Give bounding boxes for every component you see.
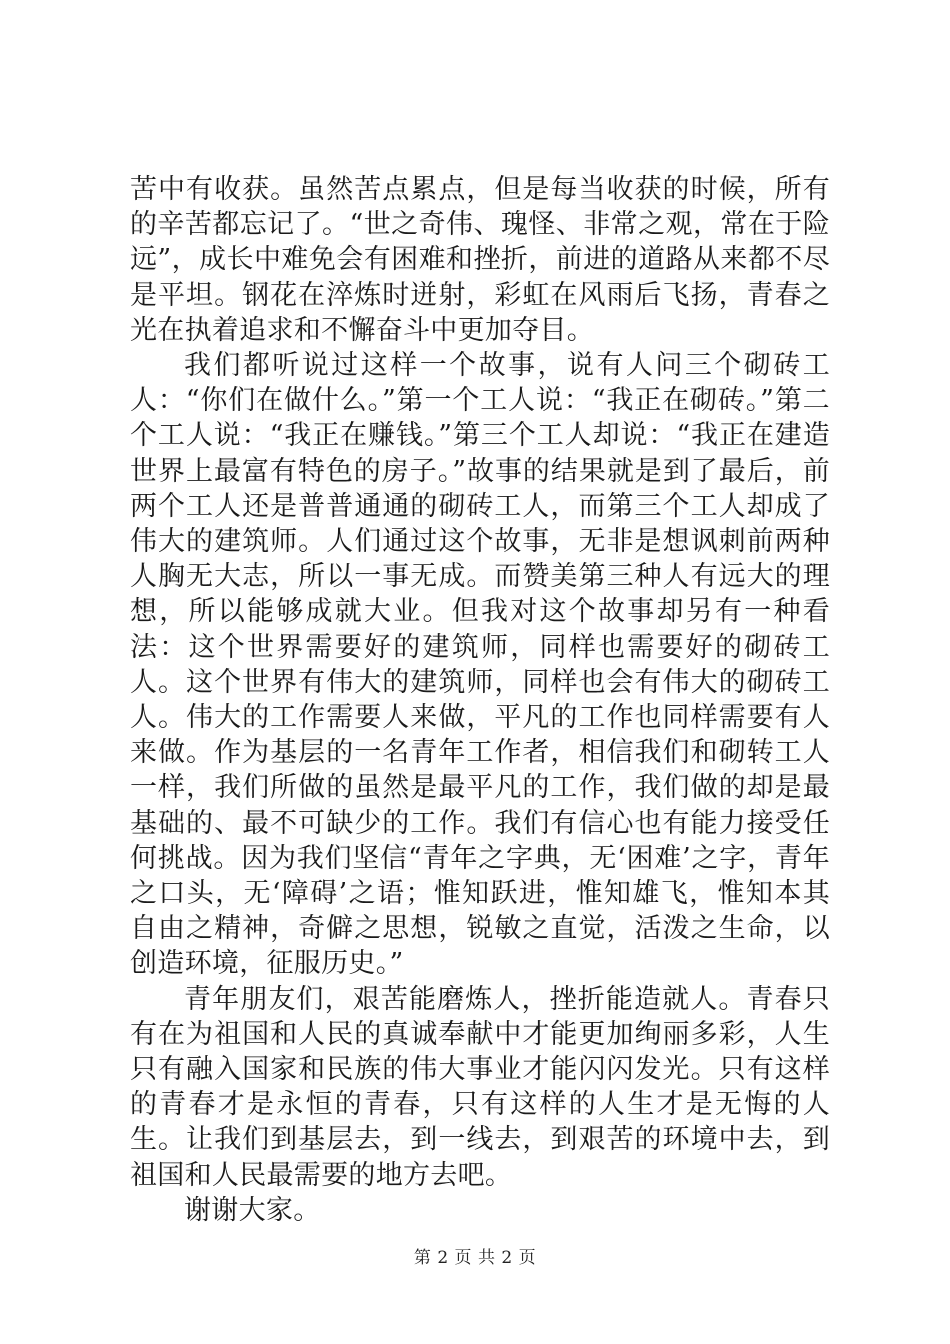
paragraph: 谢谢大家。 bbox=[184, 1194, 321, 1226]
page-footer: 第 2 页 共 2 页 bbox=[413, 1248, 537, 1268]
paragraph: 苦中有收获。虽然苦点累点，但是每当收获的时候，所有的辛苦都忘记了。“世之奇伟、瑰怪、非常之观，常在于险远”，成长中难免会有困难和挫折，前进的道路从来都不尽是平坦。钢花在淬炼时迸射，彩虹在风雨后飞扬，青春之光在执着追求和不懈奋斗中更加夺目。 bbox=[130, 174, 830, 346]
document-body bbox=[130, 172, 830, 1228]
paragraph: 我们都听说过这样一个故事，说有人问三个砌砖工人：“你们在做什么。”第一个工人说：“我正在砌砖。”第二个工人说：“我正在赚钱。”第三个工人却说：“我正在建造世界上最富有特色的房子。”故事的结果就是到了最后，前两个工人还是普普通通的砌砖工人，而第三个工人却成了伟大的建筑师。人们通过这个故事，无非是想讽刺前两种人胸无大志，所以一事无成。而赞美第三种人有远大的理想，所以能够成就大业。但我对这个故事却另有一种看法：这个世界需要好的建筑师，同样也需要好的砌砖工人。这个世界有伟大的建筑师，同样也会有伟大的砌砖工人。伟大的工作需要人来做，平凡的工作也同样需要有人来做。作为基层的一名青年工作者，相信我们和砌转工人一样，我们所做的虽然是最平凡的工作，我们做的却是最基础的、最不可缺少的工作。我们有信心也有能力接受任何挑战。因为我们坚信“青年之字典，无‘困难’之字，青年之口头，无‘障碍’之语；惟知跃进，惟知雄飞，惟知本其自由之精神，奇僻之思想，锐敏之直觉，活泼之生命，以创造环境，征服历史。” bbox=[130, 350, 830, 980]
paragraph: 青年朋友们，艰苦能磨炼人，挫折能造就人。青春只有在为祖国和人民的真诚奉献中才能更加绚丽多彩，人生只有融入国家和民族的伟大事业才能闪闪发光。只有这样的青春才是永恒的青春，只有这样的人生才是无悔的人生。让我们到基层去，到一线去，到艰苦的环境中去，到祖国和人民最需要的地方去吧。 bbox=[130, 983, 830, 1191]
